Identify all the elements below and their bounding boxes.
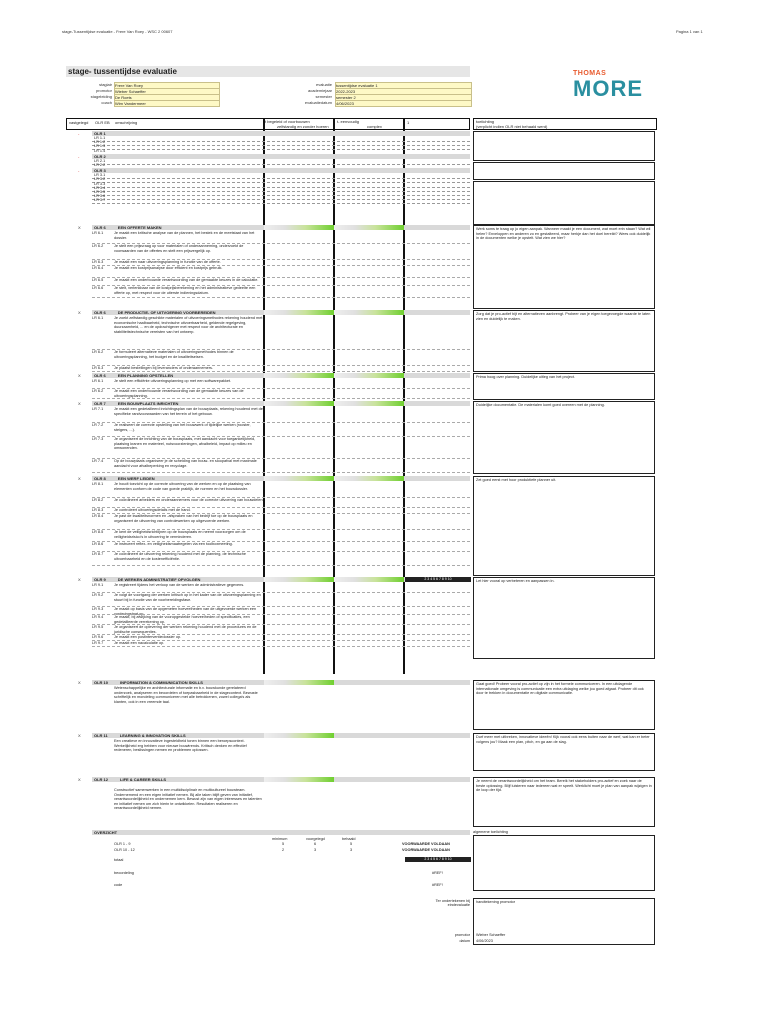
- info-label: stagiair: [99, 82, 112, 87]
- lr-code: LR 6.2: [92, 350, 104, 354]
- olr8-header: OLR 8 EEN WERF LEIDEN: [92, 476, 470, 481]
- comment-box-olr3[interactable]: [473, 181, 655, 225]
- promotor-field[interactable]: Wieber Schaeffer: [114, 88, 220, 95]
- info-left: [66, 82, 216, 106]
- status-mark: -: [78, 168, 80, 174]
- score-gradient: [334, 577, 404, 582]
- olr10-text: Wetenschappelijke en architecturale informatie en b.v. bouwkunde gerelateerd onderzoek, analyseren en beoordelen of toepasbaarheid in de stagecontext. Bewuste schriftelijk en mondeling communiceren met alle betrokkenen, zowel collega's als klanten, ook in een vreemde taal.: [114, 686, 258, 704]
- lr-code: LR 8.6: [92, 542, 104, 546]
- row-divider: [92, 398, 470, 399]
- lr-text: Je maakt een kostprijsanalyse door efficient en kostprijs gebruik.: [114, 266, 223, 270]
- lr-text: Je registreert tijdens het verloop van de werken de administratieve gegevens.: [114, 583, 245, 587]
- evaluatiedatum-field[interactable]: 4/06/2023: [335, 100, 472, 107]
- lr-text: Je zoekt zelfstandig geschikte materialen of uitvoeringsmethodes rekening houdend met economische haalbaarheid, technische uitvoerbaarheid, geldende regelgeving, duurzaamheid, ... en de opdrachtgever met respect voor de architecturale en stabiliteitstechnische vereisten van het ontwerp.: [114, 316, 263, 334]
- lr-text: Je formuleert alternatieve materialen of uitvoeringsmethodes binnen de uitvoeringsplanning, het budget en de kwaliteitseisen.: [114, 350, 234, 359]
- lr-code: LR 6.2: [92, 389, 104, 393]
- info-label: stageleiding: [90, 94, 112, 99]
- comment-box-olr1[interactable]: [473, 131, 655, 161]
- lr-row: LR 3.1: [92, 173, 470, 179]
- olr11-text: Een creatieve en innovatieve ingesteldheid tonen binnen een beroepscontext. Werkelijkheid erg hebben voor nieuwe bouwtrends. Kritisch denken en effectief redeneren, beslissingen nemen en problemen oplossen.: [114, 739, 247, 753]
- lr-code: LR 8.4: [92, 514, 104, 518]
- olr-section-header: OLR 2: [92, 154, 470, 159]
- comment-box-olr7[interactable]: Duidelijke documentatie. De materialen komt goed overeen met de planning.: [473, 401, 655, 474]
- datum-value: 4/06/2023: [476, 939, 493, 943]
- olr12-header: OLR 12 LIFE & CAREER SKILLS: [92, 777, 470, 782]
- table-header: vastgelegd OLR EB omschrijving t begeleid of voorbouwen zelfstandig en zonder hoeren t- eenvoudig complex 1: [66, 118, 470, 130]
- lr-text: Je maakt, bij afwijking van de vooropgestelde hoeveelheden of specificaties, een gedetailleerde verrekening op.: [114, 615, 250, 624]
- lr-text: Je organiseert de inrichting van de bouwplaats, met aandacht voor toegankelijkheid, plaatsing kranen en materieel, nutsvoorzieningen, afvalbeleid, impact op milieu en omwonenden.: [114, 437, 256, 451]
- lr-text: Je maakt een onderbouwde verantwoording van de gemaakte keuzes van de uitvoeringsplanning.: [114, 389, 244, 398]
- lr-code: LR 8.7: [92, 552, 104, 556]
- info-label: evaluatiedatum: [304, 100, 332, 105]
- algemene-toelichting-label: algemene toelichting: [473, 830, 508, 834]
- lr-row: LR 1.1: [92, 136, 470, 142]
- lr-text: Je coördineert de uitvoering rekening houdend met de planning, de technische uitvoerbaarheid en de kostenefficiëntie.: [114, 552, 246, 561]
- row-divider: [92, 297, 470, 298]
- olr10-header: OLR 10 INFORMATION & COMMUNICATION SKILLS: [92, 680, 470, 685]
- lr-text: Je maakt een onderbouwde verantwoording van de gemaakte keuzes in de calculatie.: [114, 278, 259, 282]
- score-gradient: [264, 401, 334, 406]
- comment-box-olr12[interactable]: Je neemt de verantwoordelijkheid om het team. Bereik het stakeholders pro-actief en zoek naar de beste oplossing. Blijf luisteren naar iedereen wat er speelt. Werklicht moet je plan van aanpak wijzigen in de loop der tijd.: [473, 777, 655, 827]
- lr-row: LR 3.7: [92, 198, 470, 204]
- datum-label: datum: [459, 939, 470, 943]
- lr-text: Je kent de veiligheidsrichtlijnen op de bouwplaats en neemt voorzorgen om de veiligheidsrisico's in uitvoering te verminderen.: [114, 530, 246, 539]
- lr-code: LR 6.5: [92, 278, 104, 282]
- lr-code: LR 7.4: [92, 459, 104, 463]
- olr9-score-scale: 2 3 4 5 6 7 8 9 10: [405, 577, 471, 582]
- academiejaar-field[interactable]: 2022-2023: [335, 88, 472, 95]
- comment-box-olr6c[interactable]: Prima hoog over planning. Duidelijke uitleg van het project.: [473, 373, 655, 400]
- status-mark: -: [78, 131, 80, 136]
- lr-row: LR 3.6: [92, 194, 470, 200]
- comment-box-olr6b[interactable]: Zorg dat je pro-actief bijt en alternatieven aanbrengt. Probeer van je eigen toegevoegde waarde te laten zien en duidelijk te maken.: [473, 310, 655, 372]
- coach-field[interactable]: Wim Vandermeer: [114, 100, 220, 107]
- lr-text: Op de bouwplaats organiseer je de scheiding van bouw- en sloopafval met maximale aandacht voor afvalbeperking en recyclage.: [114, 459, 257, 468]
- olr6c-header: OLR 6 EEN PLANNING OPSTELLEN: [92, 373, 470, 378]
- status-mark: -: [78, 153, 80, 159]
- lr-code: LR 9.1: [92, 583, 104, 587]
- lr-code: LR 6.2: [92, 244, 104, 248]
- lr-code: LR 7.2: [92, 423, 104, 427]
- semester-field[interactable]: semester 2: [335, 94, 472, 101]
- lr-code: LR 9.7: [92, 641, 104, 645]
- olr9-header: OLR 9 DE WERKEN ADMINISTRATIEF OPVOLGEN: [92, 577, 470, 582]
- lr-row: LR 2.2: [92, 163, 470, 169]
- lr-code: LR 6.3: [92, 366, 104, 370]
- score-gradient: [264, 577, 334, 582]
- lr-text: Je instrueert reflex- en veiligheidsmaatregelen via een toolboxmeeting.: [114, 542, 233, 546]
- score-gradient: [334, 476, 404, 481]
- row-divider: [92, 565, 470, 566]
- stagiair-field[interactable]: Frere Van Roey: [114, 82, 220, 89]
- promotor-label: promotor: [454, 933, 470, 937]
- page-title: stage- tussentijdse evaluatie: [68, 67, 177, 76]
- lr-row: LR 3.4: [92, 186, 470, 192]
- lr-code: LR 9.4: [92, 615, 104, 619]
- info-label: promotor: [95, 88, 112, 93]
- lr-code: LR 9.2: [92, 593, 104, 597]
- comment-box-olr6[interactable]: Werk soms te traag op jo eigen aanpak. Wanneer maakt je een document, wat moet erin staan? Wat wil helen? Enveloppen en anderen zo en gestalteerd, maar herkje dan het doel bereikt? Wees ook duidelijk in de documenten welke je opstelt. Wat zien we hier?: [473, 225, 655, 309]
- lr-text: Je organiseert de oplevering der werken rekening houdend met de procedures en de juridische consequenties.: [114, 625, 257, 634]
- lr-row: LR 3.3: [92, 182, 470, 188]
- toelichting-header: toelichting (verplicht indien OLR niet behaald werd): [473, 118, 657, 130]
- lr-code: LR 6.3: [92, 260, 104, 264]
- lr-code: LR 6.1: [92, 379, 104, 383]
- comment-box-olr8[interactable]: Zet goed eerst met hoor produktiefe planner uit.: [473, 476, 655, 576]
- score-gradient: [264, 225, 334, 230]
- olr-section-header: OLR 1: [92, 131, 470, 136]
- lr-code: LR 8.5: [92, 530, 104, 534]
- olr-section-header: OLR 3: [92, 168, 470, 173]
- signature-label-1: Ter ondertekenen bij eindevaluatie: [435, 899, 470, 907]
- lr-code: LR 7.1: [92, 407, 104, 411]
- comment-box-olr2[interactable]: [473, 162, 655, 180]
- lr-code: LR 6.1: [92, 231, 104, 235]
- thomas-more-logo: THOMAS MORE: [573, 70, 643, 101]
- lr-row: LR 3.5: [92, 190, 470, 196]
- promotor-value: Wieber Schaeffer: [476, 933, 506, 937]
- page-header-right: Pagina 1 van 1: [676, 29, 703, 34]
- lr-text: Je plaatst bestellingen bij leveranciers of onderaannemers.: [114, 366, 213, 370]
- lr-code: LR 8.3: [92, 508, 104, 512]
- lr-text: Je maakt een kritische analyse van de plannen, het bestek en de meetstaat van het dossier.: [114, 231, 255, 240]
- lr-row: LR 2.1: [92, 159, 470, 165]
- overview-header: OVERZICHT: [92, 830, 470, 835]
- lr-code: LR 9.3: [92, 607, 104, 611]
- vastgelegd-mark: X: [78, 225, 81, 230]
- lr-text: Je stelt een efficiënte uitvoeringsplanning op met een softwarepakket.: [114, 379, 232, 383]
- olr7-header: OLR 7 EEN BOUWPLAATS INRICHTEN: [92, 401, 470, 406]
- evaluatie-field[interactable]: tussentijdse evaluatie 1: [335, 82, 472, 89]
- lr-code: LR 8.1: [92, 482, 104, 486]
- score-gradient: [334, 310, 404, 315]
- lr-text: Je maakt een nacalculatie op.: [114, 641, 165, 645]
- lr-text: Je maakt een naar uitvoeringsplanning in functie van de offerte.: [114, 260, 221, 264]
- row-divider: [92, 646, 470, 647]
- score-gradient: [264, 476, 334, 481]
- lr-code: LR 8.2: [92, 498, 104, 502]
- score-gradient: [264, 310, 334, 315]
- info-right: [290, 82, 470, 106]
- info-label: coach: [101, 100, 112, 105]
- lr-row: LR 3.2: [92, 177, 470, 183]
- olr11-header: OLR 11 LEARNING & INNOVATION SKILLS: [92, 733, 470, 738]
- olr12-text: Constructief samenwerken in een multidisciplinair en multicultureel bouwteam. Ondernemend en een eigen initiatief nemen. Bij alle taken blijft geven van initiatief, verantwoordelijkheid en ondernemen kern. Bewust zijn van eigen interesses en talenten en initiatief nemen om zich hierin te ontwikkelen. Resultaten realiseren en verantwoordelijkheid nemen.: [114, 788, 262, 811]
- lr-text: Je past de kwaliteitsnormen en -afspraken van het bedrijf toe op de bouwplaats en organiseert de uitvoering van controlewerken op uitgevoerde werken.: [114, 514, 253, 523]
- score-gradient: [264, 680, 334, 685]
- olr6b-header: OLR 6 DE PRODUCTIE- OF UITVOERING VOORBEREIDEN: [92, 310, 470, 315]
- totaal-score-scale: 2 3 4 5 6 7 8 9 10: [405, 857, 471, 862]
- lr-text: Je stelt een prijsvraag op voor materialen of onderaanneming, onderzoekt de voorwaarden van de offertes en stelt een prijsvergelijk op.: [114, 244, 244, 253]
- lr-code: LR 6.1: [92, 316, 104, 320]
- lr-code: LR 9.6: [92, 635, 104, 639]
- lr-row: LR 1.3: [92, 144, 470, 150]
- score-gradient: [334, 401, 404, 406]
- lr-row: LR 1.2: [92, 140, 470, 146]
- signature-box[interactable]: handtekening promotor: [473, 898, 655, 945]
- comment-box-olr9[interactable]: Let hier vooral op verbeteren en aanpassen in.: [473, 577, 655, 659]
- algemene-toelichting-box[interactable]: [473, 835, 655, 891]
- lr-code: LR 6.4: [92, 266, 104, 270]
- score-gradient: [264, 373, 334, 378]
- stageleiding-field[interactable]: De Roets: [114, 94, 220, 101]
- score-gradient: [264, 777, 334, 782]
- comment-box-olr10[interactable]: Gaat goed! Probeer vooral pro-actief op zijn in het formele communiceren. In een uitdagende internationale omgeving is communicatie een extra uitdaging welke jou goed afgaat. Probeer dit ook door te trekken in documentatie en digitale communicatie.: [473, 680, 655, 730]
- lr-text: Je maakt een gedetailleerd inrichtingsplan van de bouwplaats, rekening houdend met de specifieke randvoorwaarden van het terrein of het gebouw.: [114, 407, 263, 416]
- lr-code: LR 6.6: [92, 286, 104, 290]
- lr-text: Je realiseert de correcte opstelling van het bouwwerk of tijdelijke werken (rooster, steigers, ...).: [114, 423, 251, 432]
- lr-text: Je stelt, verlenkbaar van de kostprijsberekening en het administratieve gedeelte een offerte op, met respect voor de uiterste indieningsdatum.: [114, 286, 256, 295]
- lr-text: Je volgt de voortgang der werken kritisch op in het kader van de uitvoeringsplanning en stuurt bij in functie van de voorbereidingsfase.: [114, 593, 261, 602]
- lr-code: LR 7.3: [92, 437, 104, 441]
- olr6-header: OLR 6 EEN OFFERTE MAKEN: [92, 225, 470, 230]
- row-divider: [92, 472, 470, 473]
- info-label: evaluatie: [315, 82, 332, 87]
- score-gradient: [334, 225, 404, 230]
- lr-text: Je houdt toezicht op de correcte uitvoering van de werken en op de plaatsing van elementen conform de code van goede praktijk, de normen en het bouwdossier.: [114, 482, 251, 491]
- info-label: academiejaar: [307, 88, 332, 93]
- info-label: semester: [315, 94, 332, 99]
- lr-code: LR 9.5: [92, 625, 104, 629]
- lr-text: Je controleert uitvoeringsdetails met de hand.: [114, 508, 191, 512]
- lr-text: Je coördineert arbeiders en onderaannemers voor de correcte uitvoering van bouwdelen.: [114, 498, 264, 502]
- score-gradient: [334, 373, 404, 378]
- page-header-left: stage-Tussentijdse evaluatie - Frere Van Roey - WSC 2 00607: [62, 29, 173, 34]
- comment-box-olr11[interactable]: Durf meer met uitbreken, innovatieve ideeën! Kijk vooral ook eens buiten naar de werf, wat kan er beter volgens jou? Maak een plan, pitch, en ga aan de slag.: [473, 733, 655, 771]
- lr-row: LR 1.4: [92, 149, 470, 155]
- row-divider: [92, 371, 470, 372]
- score-gradient: [264, 733, 334, 738]
- lr-text: Je maakt op basis van de opgemeten hoeveelheden van de uitgevoerde werken een vorderingstaat op.: [114, 607, 257, 616]
- lr-text: Je maakt een postinterventiedossier op.: [114, 635, 182, 639]
